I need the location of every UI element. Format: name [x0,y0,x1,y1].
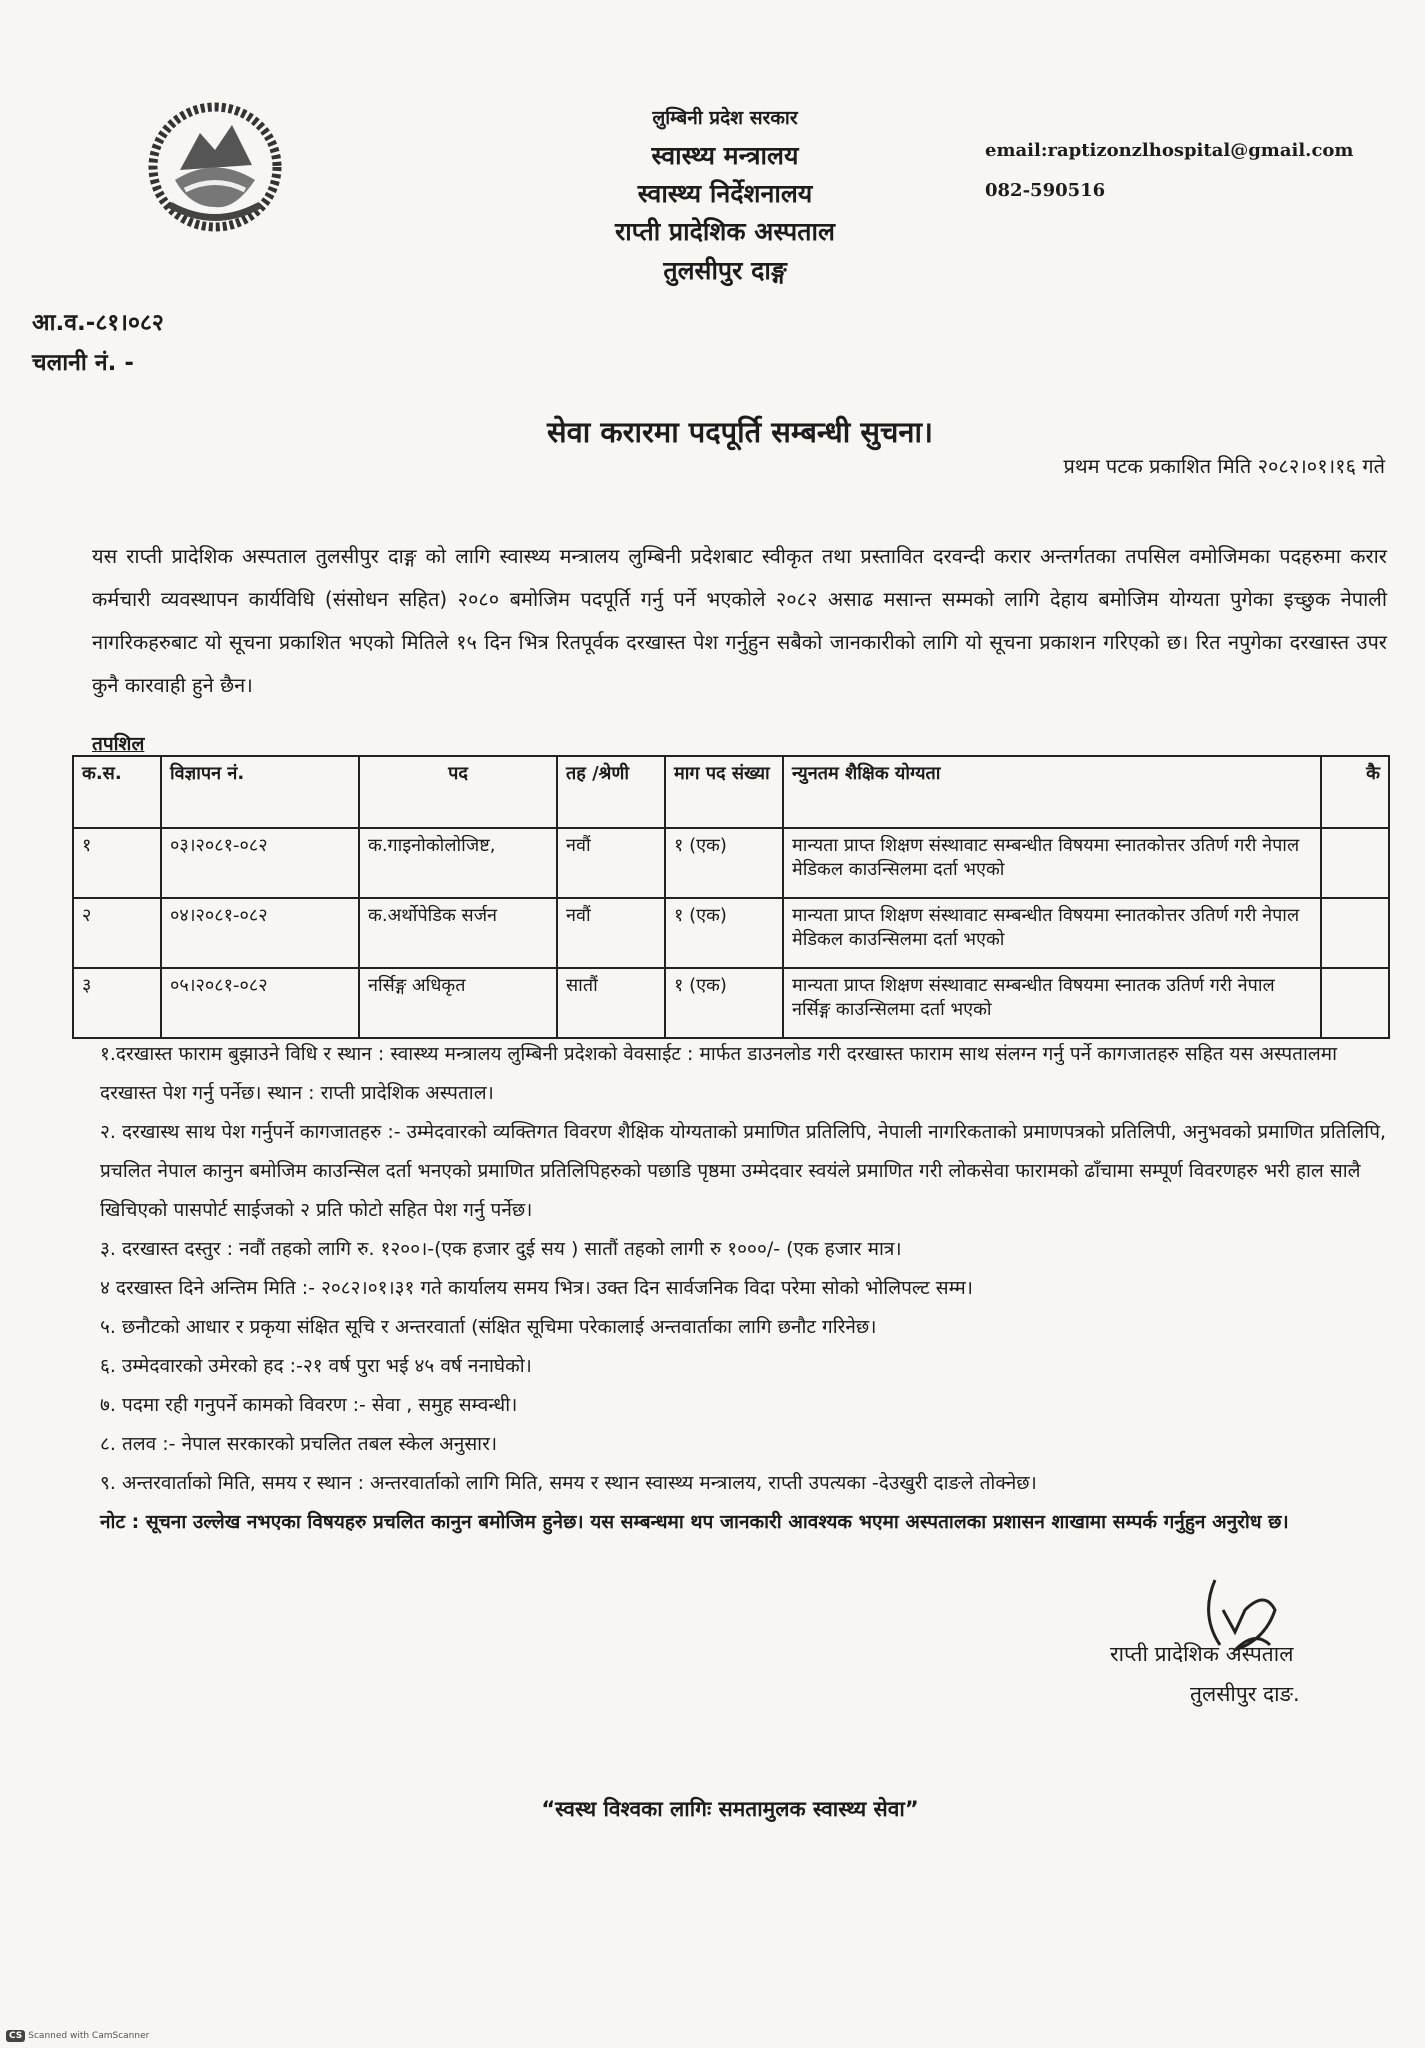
cell-post: नर्सिङ्ग अधिकृत [359,968,557,1038]
signatory-location: तुलसीपुर दाङ. [1190,1682,1300,1706]
cell-qualification: मान्यता प्राप्त शिक्षण संस्थावाट सम्बन्धीत विषयमा स्नातकोत्तर उतिर्ण गरी नेपाल मेडिकल काउन्सिलमा दर्ता भएको [783,828,1321,898]
col-ad-no: विज्ञापन नं. [161,756,359,828]
note-item: २. दरखास्थ साथ पेश गर्नुपर्ने कागजातहरु :- उम्मेदवारको व्यक्तिगत विवरण शैक्षिक योग्यताको प्रमाणित प्रतिलिपि, नेपाली नागरिकताको प्रमाणपत्रको प्रतिलिपी, अनुभवको प्रमाणित प्रतिलिपि, प्रचलित नेपाल कानुन बमोजिम काउन्सिल दर्ता भनएको प्रमाणित प्रतिलिपिहरुको पछाडि पृष्ठमा उम्मेदवार स्वयंले प्रमाणित गरी लोकसेवा फारामको ढाँचामा सम्पूर्ण विवरणहरु भरी हाल सालै खिचिएको पासपोर्ट साईजको २ प्रति फोटो सहित पेश गर्नु पर्नेछ। [100,1121,1387,1221]
cell-sn: ३ [73,968,161,1038]
col-qualification: न्युनतम शैक्षिक योग्यता [783,756,1321,828]
note-item: ७. पदमा रही गनुपर्ने कामको विवरण :- सेवा , समुह सम्वन्धी। [100,1394,518,1416]
letterhead-hospital: राप्ती प्रादेशिक अस्पताल [615,217,835,246]
notes-list [100,1035,1390,1542]
final-note: नोट : सूचना उल्लेख नभएका विषयहरु प्रचलित कानुन बमोजिम हुनेछ। यस सम्बन्धमा थप जानकारी आवश्यक भएमा अस्पतालका प्रशासन शाखामा सम्पर्क गर्नुहुन अनुरोध छ। [100,1511,1289,1533]
cell-remarks [1321,898,1389,968]
letterhead-ministry: स्वास्थ्य मन्त्रालय [651,141,799,170]
cell-count: १ (एक) [665,828,783,898]
published-date: प्रथम पटक प्रकाशित मिति २०८२।०१।१६ गते [1063,454,1385,478]
intro-paragraph: यस राप्ती प्रादेशिक अस्पताल तुलसीपुर दाङ्ग को लागि स्वास्थ्य मन्त्रालय लुम्बिनी प्रदेशबाट स्वीकृत तथा प्रस्तावित दरवन्दी करार अन्तर्गतका तपसिल वमोजिमका पदहरुमा करार कर्मचारी व्यवस्थापन कार्यविधि (संसोधन सहित) २०८० बमोजिम पदपूर्ति गर्नु पर्ने भएकोले २०८२ असाढ मसान्त सम्मको लागि देहाय बमोजिम योग्यता पुगेका इच्छुक नेपाली नागरिकहरुबाट यो सूचना प्रकाशित भएको मितिले १५ दिन भित्र रितपूर्वक दरखास्त पेश गर्नुहुन सबैको जानकारीको लागि यो सूचना प्रकाशन गरिएको छ। रित नपुगेका दरखास्त उपर कुनै कारवाही हुने छैन। [92,544,1387,697]
cell-level: नवौं [557,898,665,968]
cell-ad-no: ०४।२०८१-०८२ [161,898,359,968]
footer-slogan: “स्वस्थ विश्वका लागिः समतामुलक स्वास्थ्य सेवा” [541,1797,919,1821]
note-item: १.दरखास्त फाराम बुझाउने विधि र स्थान : स्वास्थ्य मन्त्रालय लुम्बिनी प्रदेशको वेवसाईट : मार्फत डाउनलोड गरी दरखास्त फाराम साथ संलग्न गर्नु पर्ने कागजातहरु सहित यस अस्पतालमा दरखास्त पेश गर्नु पर्नेछ। स्थान : राप्ती प्रादेशिक अस्पताल। [100,1043,1338,1104]
col-sn: क.स. [73,756,161,828]
scanner-text: Scanned with CamScanner [28,2031,150,2041]
cell-ad-no: ०३।२०८१-०८२ [161,828,359,898]
col-post: पद [359,756,557,828]
note-item: ४ दरखास्त दिने अन्तिम मिति :- २०८२।०१।३१ गते कार्यालय समय भित्र। उक्त दिन सार्वजनिक विदा परेमा सोको भोलिपल्ट सम्म। [100,1277,973,1299]
cell-sn: २ [73,898,161,968]
col-level: तह /श्रेणी [557,756,665,828]
contact-email: email:raptizonzlhospital@gmail.com [985,140,1354,161]
note-item: ५. छनौटको आधार र प्रकृया संक्षित सूचि र अन्तरवार्ता (संक्षित सूचिमा परेकालाई अन्तवार्ताका लागि छनौट गरिनेछ। [100,1316,877,1338]
table-row [73,968,1389,1038]
note-item: ९. अन्तरवार्ताको मिति, समय र स्थान : अन्तरवार्ताको लागि मिति, समय र स्थान स्वास्थ्य मन्त्रालय, राप्ती उपत्यका -देउखुरी दाङले तोक्नेछ। [100,1472,1037,1494]
col-remarks: कै [1321,756,1389,828]
note-item: ८. तलव :- नेपाल सरकारको प्रचलित तबल स्केल अनुसार। [100,1433,498,1455]
cell-level: सातौं [557,968,665,1038]
note-item: ३. दरखास्त दस्तुर : नवौं तहको लागि रु. १२००।-(एक हजार दुई सय ) सातौं तहको लागी रु १०००/- (एक हजार मात्र। [100,1238,902,1260]
cell-sn: १ [73,828,161,898]
letterhead-directorate: स्वास्थ्य निर्देशनालय [637,179,813,208]
vacancy-table [72,755,1390,1039]
camscanner-logo: CS [6,2030,25,2042]
cell-remarks [1321,828,1389,898]
table-caption: तपशिल [92,733,145,755]
cell-ad-no: ०५।२०८१-०८२ [161,968,359,1038]
dispatch-number: चलानी नं. - [32,350,134,376]
cell-count: १ (एक) [665,968,783,1038]
cell-level: नवौं [557,828,665,898]
cell-qualification: मान्यता प्राप्त शिक्षण संस्थावाट सम्बन्धीत विषयमा स्नातकोत्तर उतिर्ण गरी नेपाल मेडिकल काउन्सिलमा दर्ता भएको [783,898,1321,968]
signatory-office: राप्ती प्रादेशिक अस्पताल [1110,1642,1294,1666]
fiscal-year: आ.व.-८१।०८२ [32,310,164,336]
cell-qualification: मान्यता प्राप्त शिक्षण संस्थावाट सम्बन्धीत विषयमा स्नातक उतिर्ण गरी नेपाल नर्सिङ्ग काउन्सिलमा दर्ता भएको [783,968,1321,1038]
nepal-emblem-icon [140,95,290,235]
table-row [73,898,1389,968]
scanner-watermark [6,2030,149,2042]
table-row [73,828,1389,898]
note-item: ६. उम्मेदवारको उमेरको हद :-२१ वर्ष पुरा भई ४५ वर्ष ननाघेको। [100,1355,532,1377]
notice-title: सेवा करारमा पदपूर्ति सम्बन्धी सुचना। [547,415,933,449]
table-header-row [73,756,1389,828]
col-count: माग पद संख्या [665,756,783,828]
cell-post: क.गाइनोकोलोजिष्ट, [359,828,557,898]
letterhead-government: लुम्बिनी प्रदेश सरकार [652,107,798,129]
letterhead-location: तुलसीपुर दाङ्ग [663,256,787,285]
cell-remarks [1321,968,1389,1038]
cell-post: क.अर्थोपेडिक सर्जन [359,898,557,968]
cell-count: १ (एक) [665,898,783,968]
contact-phone: 082-590516 [985,180,1106,201]
